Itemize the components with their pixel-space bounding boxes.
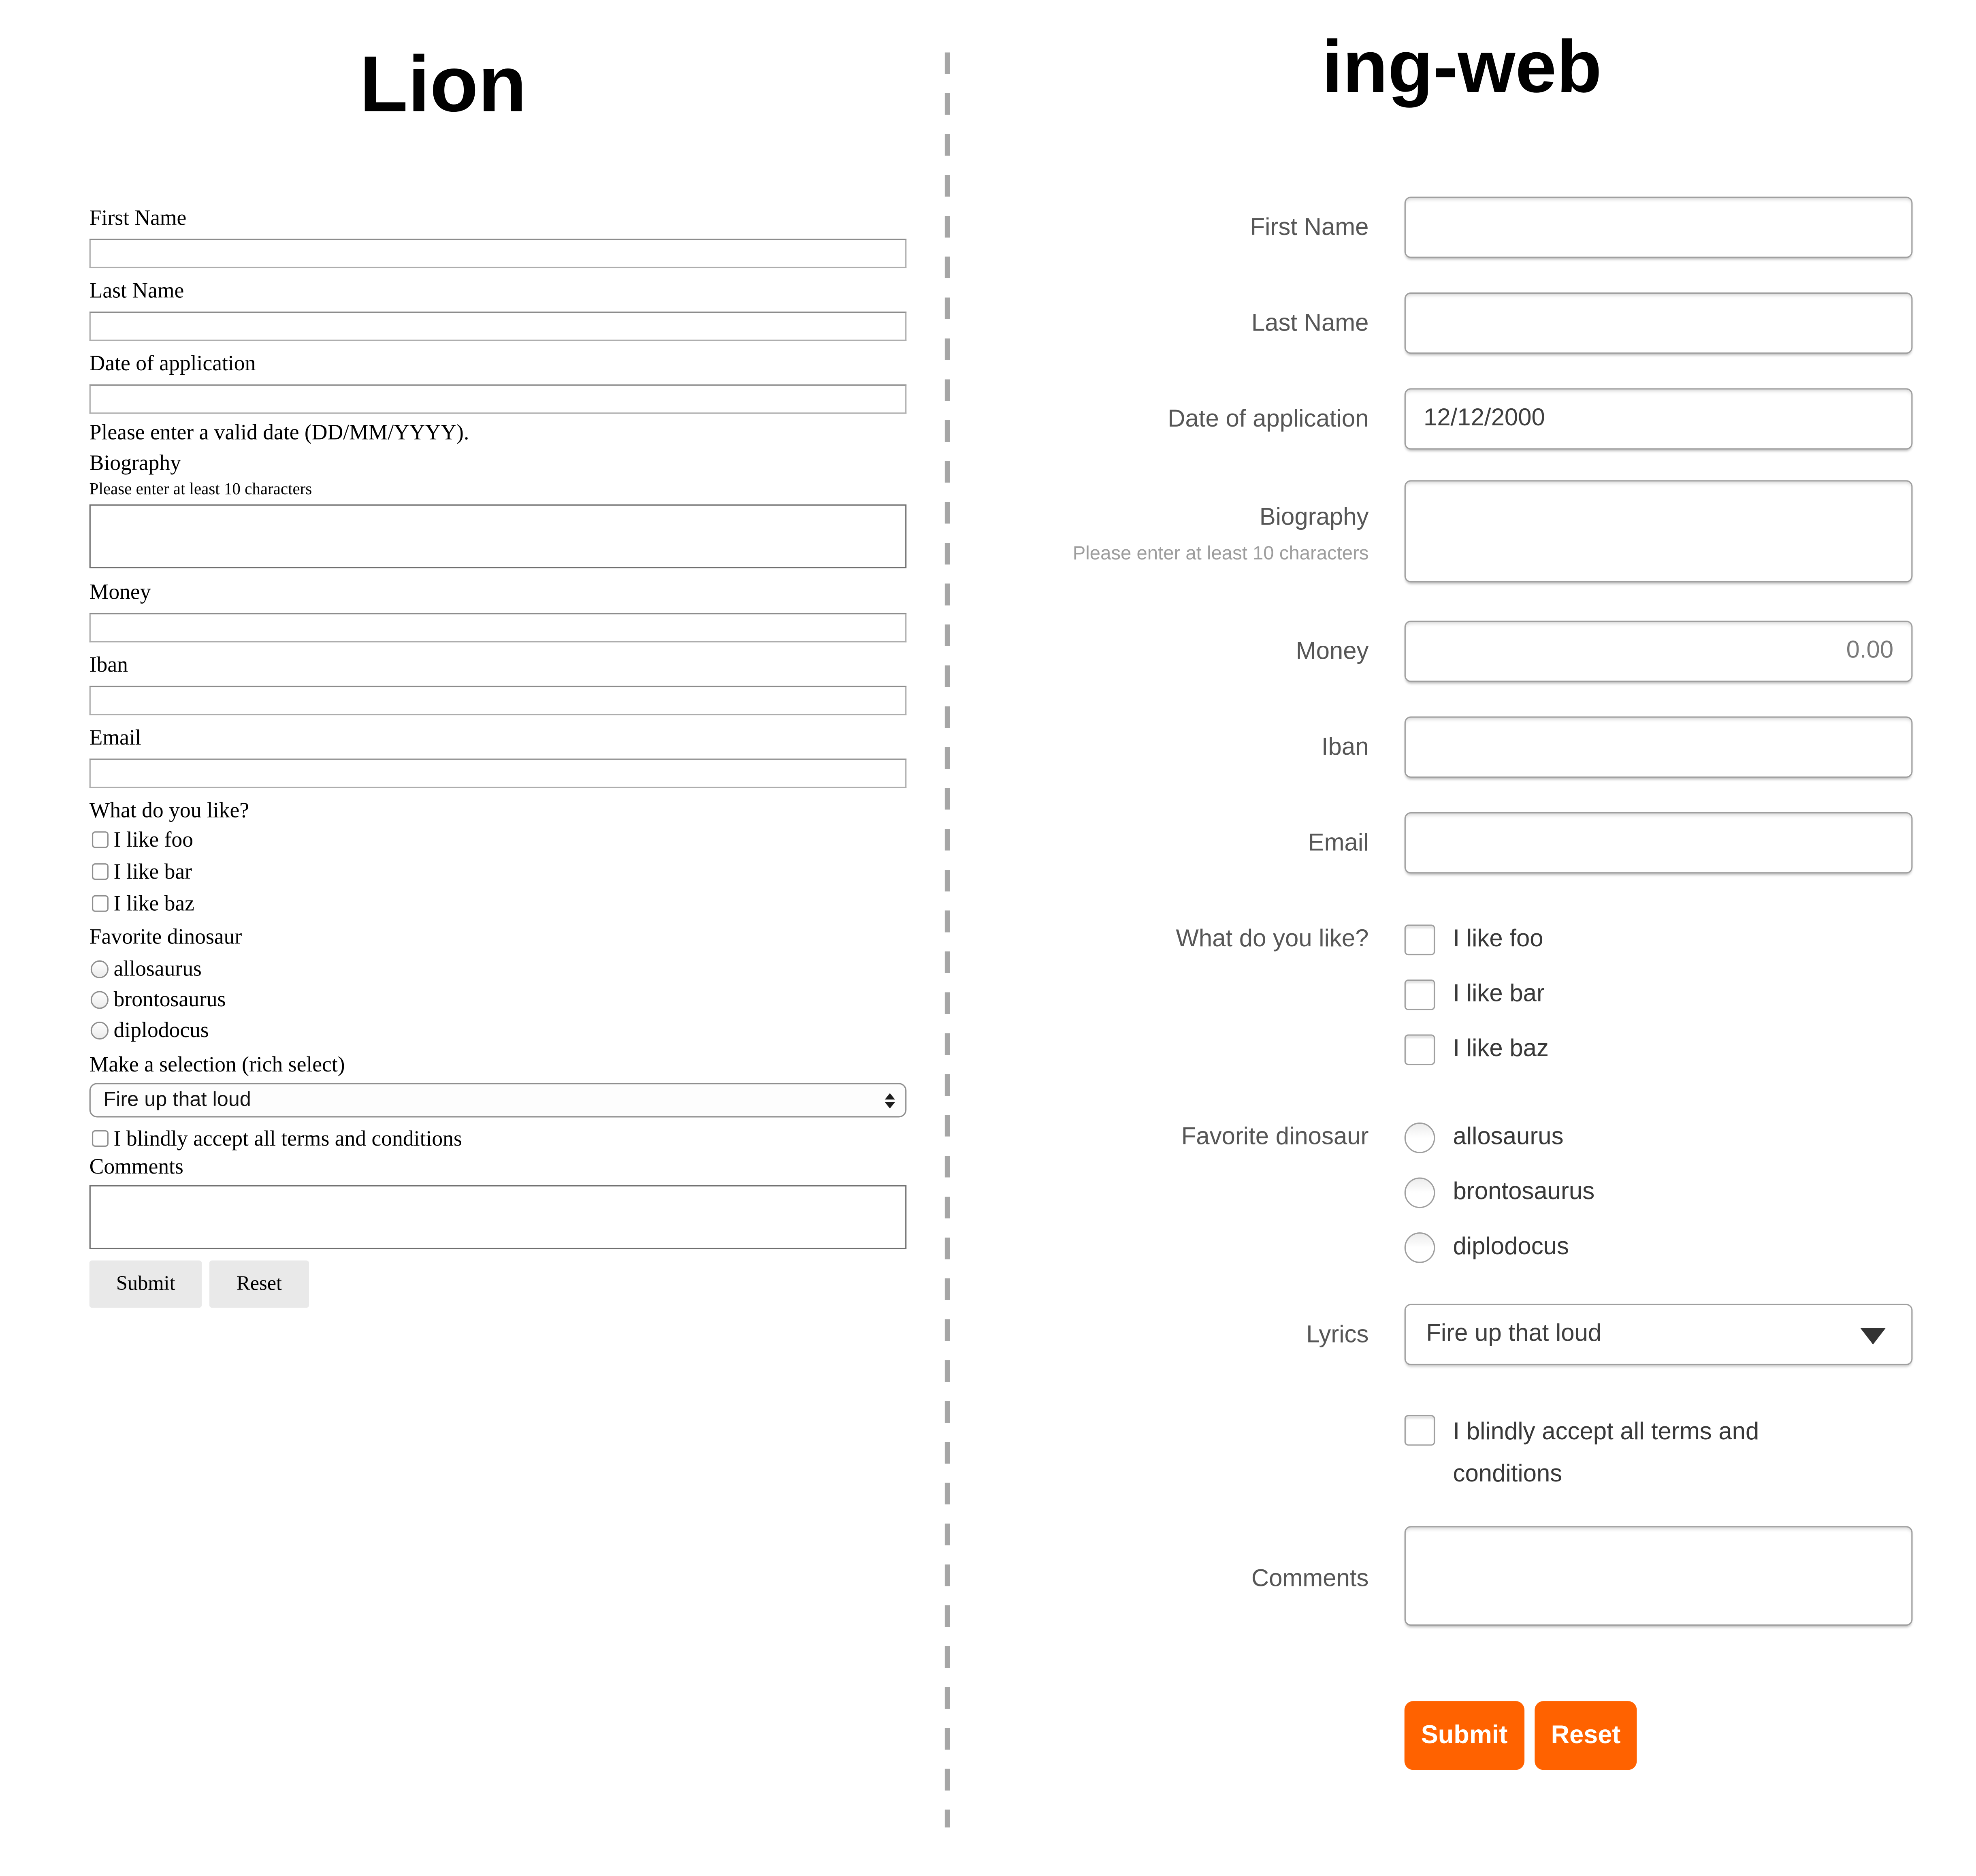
lion-button-row — [90, 1261, 907, 1308]
iban-input[interactable] — [1405, 717, 1913, 778]
like-baz-label: I like baz — [113, 891, 194, 916]
last-name-input[interactable] — [1405, 292, 1913, 354]
like-foo-label: I like foo — [1453, 926, 1543, 953]
brontosaurus-label: brontosaurus — [113, 987, 226, 1012]
email-label: Email — [1308, 829, 1369, 856]
biography-helper: Please enter at least 10 characters — [1072, 542, 1369, 565]
dinosaur-option-row — [1405, 1176, 1913, 1208]
first-name-input[interactable] — [90, 239, 907, 269]
first-name-input[interactable] — [1405, 196, 1913, 258]
iban-input[interactable] — [90, 686, 907, 715]
last-name-input[interactable] — [90, 312, 907, 341]
like-bar-checkbox[interactable] — [1405, 979, 1435, 1009]
first-name-label: First Name — [89, 205, 187, 230]
comments-row — [947, 1526, 1976, 1632]
likes-option-row — [90, 893, 907, 915]
like-baz-label: I like baz — [1453, 1035, 1549, 1063]
like-bar-checkbox[interactable] — [92, 863, 109, 880]
submit-button[interactable]: Submit — [90, 1261, 202, 1308]
comments-label: Comments — [1251, 1565, 1369, 1593]
likes-option-row — [1405, 1033, 1913, 1065]
ing-web-title: ing-web — [1322, 26, 1602, 109]
date-label: Date of application — [89, 351, 256, 376]
reset-button[interactable]: Reset — [210, 1261, 309, 1308]
biography-textarea[interactable] — [1405, 480, 1913, 582]
likes-option-row — [1405, 923, 1913, 955]
reset-button[interactable]: Reset — [1535, 1701, 1637, 1770]
terms-checkbox[interactable] — [92, 1130, 109, 1147]
diplodocus-radio[interactable] — [1405, 1232, 1435, 1263]
dinosaur-option-row — [1405, 1231, 1913, 1263]
last-name-row — [947, 292, 1976, 354]
ing-web-panel — [947, 0, 1976, 1770]
money-label: Money — [89, 580, 151, 604]
dinosaur-group-label: Favorite dinosaur — [1181, 1124, 1369, 1151]
email-label: Email — [89, 725, 141, 750]
dinosaur-group-label: Favorite dinosaur — [89, 924, 242, 949]
lion-title: Lion — [359, 41, 527, 129]
first-name-row — [947, 196, 1976, 258]
diplodocus-label: diplodocus — [1453, 1234, 1569, 1261]
biography-label: Biography — [89, 450, 181, 475]
comments-textarea[interactable] — [1405, 1526, 1913, 1626]
email-input[interactable] — [90, 759, 907, 788]
rich-select[interactable] — [90, 1083, 907, 1117]
likes-row — [947, 923, 1976, 1065]
diplodocus-radio[interactable] — [91, 1021, 109, 1039]
likes-group-label: What do you like? — [1176, 926, 1369, 953]
terms-row — [90, 1128, 907, 1150]
biography-row — [947, 480, 1976, 589]
dinosaur-option-row — [90, 958, 907, 980]
email-input[interactable] — [1405, 812, 1913, 873]
like-baz-checkbox[interactable] — [92, 895, 109, 912]
dinosaur-option-row — [90, 1019, 907, 1041]
lyrics-select-value: Fire up that loud — [1426, 1320, 1602, 1347]
lyrics-label: Lyrics — [1306, 1321, 1369, 1348]
biography-helper: Please enter at least 10 characters — [89, 479, 312, 498]
like-foo-label: I like foo — [113, 827, 194, 852]
ing-button-row — [1405, 1701, 1976, 1770]
terms-label: I blindly accept all terms and conditions — [113, 1126, 462, 1151]
lyrics-select[interactable] — [1405, 1304, 1913, 1365]
like-foo-checkbox[interactable] — [92, 831, 109, 848]
likes-option-row — [1405, 978, 1913, 1010]
likes-option-row — [90, 861, 907, 883]
iban-row — [947, 717, 1976, 778]
email-row — [947, 812, 1976, 873]
money-label: Money — [1296, 638, 1369, 665]
terms-row — [1405, 1411, 1976, 1496]
iban-label: Iban — [89, 652, 128, 677]
last-name-label: Last Name — [89, 278, 184, 303]
likes-group-label: What do you like? — [89, 798, 249, 823]
last-name-label: Last Name — [1251, 309, 1369, 337]
allosaurus-label: allosaurus — [1453, 1124, 1564, 1151]
allosaurus-radio[interactable] — [91, 960, 109, 977]
rich-select-label: Make a selection (rich select) — [89, 1052, 345, 1077]
date-label: Date of application — [1168, 405, 1369, 433]
diplodocus-label: diplodocus — [113, 1018, 209, 1042]
submit-button[interactable]: Submit — [1405, 1701, 1524, 1770]
like-bar-label: I like bar — [1453, 981, 1545, 1008]
date-input[interactable] — [1405, 388, 1913, 449]
likes-option-row — [90, 829, 907, 851]
like-foo-checkbox[interactable] — [1405, 924, 1435, 955]
first-name-label: First Name — [1250, 214, 1369, 241]
comments-label: Comments — [89, 1154, 183, 1179]
brontosaurus-label: brontosaurus — [1453, 1178, 1595, 1206]
brontosaurus-radio[interactable] — [1405, 1177, 1435, 1208]
terms-label: I blindly accept all terms and conditions — [1453, 1419, 1759, 1488]
date-row — [947, 388, 1976, 449]
lyrics-row — [947, 1304, 1976, 1365]
money-row — [947, 621, 1976, 682]
dropdown-arrow-icon — [1860, 1328, 1886, 1345]
lion-form — [90, 207, 907, 1308]
date-validation-message: Please enter a valid date (DD/MM/YYYY). — [89, 420, 469, 445]
dinosaur-option-row — [1405, 1121, 1913, 1153]
select-spinner-icon — [885, 1093, 895, 1108]
biography-label-block — [947, 503, 1386, 566]
dinosaur-row — [947, 1121, 1976, 1263]
money-input[interactable] — [1405, 621, 1913, 682]
biography-textarea[interactable] — [90, 504, 907, 568]
comments-textarea[interactable] — [90, 1185, 907, 1249]
rich-select-value: Fire up that loud — [103, 1088, 251, 1111]
like-baz-checkbox[interactable] — [1405, 1034, 1435, 1065]
brontosaurus-radio[interactable] — [91, 990, 109, 1008]
allosaurus-label: allosaurus — [113, 956, 202, 981]
money-input[interactable] — [90, 613, 907, 642]
terms-checkbox[interactable] — [1405, 1415, 1435, 1446]
iban-label: Iban — [1321, 734, 1369, 761]
dinosaur-option-row — [90, 988, 907, 1010]
lion-panel — [0, 0, 947, 1308]
like-bar-label: I like bar — [113, 859, 192, 884]
allosaurus-radio[interactable] — [1405, 1122, 1435, 1152]
date-input[interactable] — [90, 384, 907, 414]
biography-label: Biography — [1259, 504, 1369, 531]
